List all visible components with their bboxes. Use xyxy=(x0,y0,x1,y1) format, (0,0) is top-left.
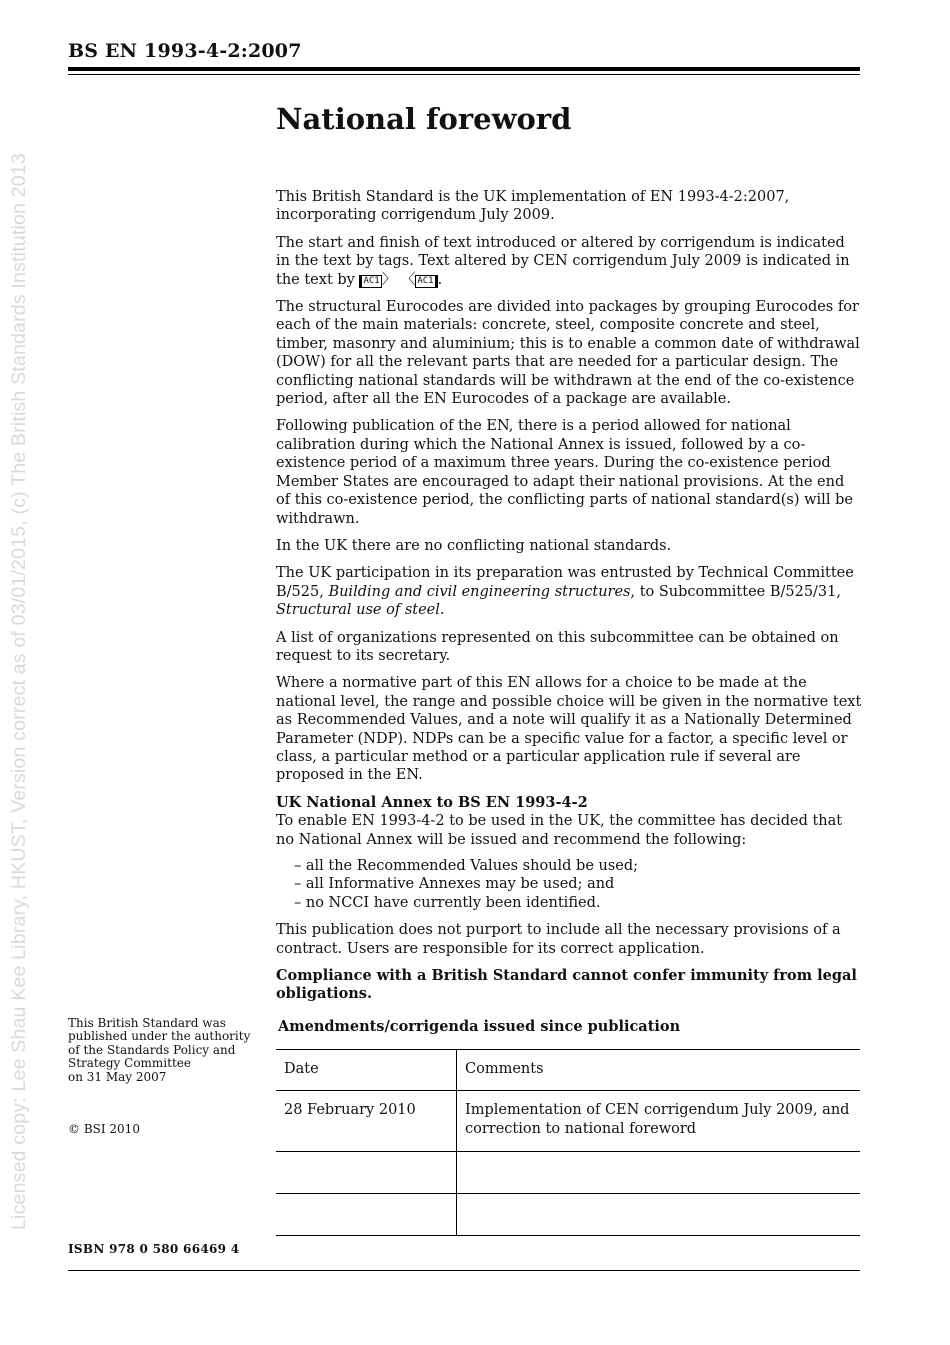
column-header-date: Date xyxy=(276,1049,457,1090)
list-item: – no NCCI have currently been identified. xyxy=(294,894,601,911)
committee-text-e: . xyxy=(439,602,445,619)
corrigendum-tags-text: The start and finish of text introduced or altered by corrigendum is indicated in the text by tags. Text altered by CEN corrigendum July 2009 is indicated in the text by xyxy=(276,234,850,288)
corrigendum-tags-end: . xyxy=(437,271,443,288)
table-row xyxy=(276,1152,860,1194)
note-line: Strategy Committee xyxy=(68,1056,191,1071)
table-row xyxy=(276,1194,860,1236)
publication-authority-note xyxy=(68,1017,263,1084)
license-watermark: Licensed copy: Lee Shau Kee Library, HKUST, Version correct as of 03/01/2015, (c) The British Standards Institution 2013 xyxy=(8,153,30,1230)
annex-heading: UK National Annex to BS EN 1993-4-2 xyxy=(276,793,588,811)
list-item: – all the Recommended Values should be used; xyxy=(294,858,639,874)
cell-comment xyxy=(457,1194,861,1236)
isbn: ISBN 978 0 580 66469 4 xyxy=(68,1242,240,1256)
paragraph-compliance: Compliance with a British Standard cannot confer immunity from legal obligations. xyxy=(276,967,857,1003)
cell-date xyxy=(276,1194,457,1236)
committee-text-a: The UK participation in its preparation was entrusted by Technical Committee B/525, xyxy=(276,565,854,600)
ac1-open-tag-icon: AC1 xyxy=(359,275,381,288)
document-id-header: BS EN 1993-4-2:2007 xyxy=(68,40,302,62)
table-row xyxy=(276,1091,860,1152)
paragraph-implementation: This British Standard is the UK implementation of EN 1993-4-2:2007, incorporating corrigendum July 2009. xyxy=(276,189,790,224)
note-line: of the Standards Policy and xyxy=(68,1042,236,1057)
cell-comment xyxy=(457,1152,861,1194)
committee-text-c: , to Subcommittee B/525/31, xyxy=(630,583,841,600)
note-line: This British Standard was xyxy=(68,1016,226,1030)
paragraph-calibration: Following publication of the EN, there is a period allowed for national calibration during which the National Annex is issued, followed by a co-existence period of a maximum three years. During the co-existence period Member States are encouraged to adapt their national provisions. At the end of this co-existence period, the conflicting parts of national standard(s) will be withdrawn. xyxy=(276,418,853,527)
cell-date: 28 February 2010 xyxy=(276,1091,457,1152)
copyright-notice: © BSI 2010 xyxy=(68,1122,140,1136)
recommendation-list xyxy=(294,857,862,912)
page-title: National foreword xyxy=(276,102,572,136)
committee-title: Building and civil engineering structures xyxy=(328,583,631,600)
paragraph-annex: To enable EN 1993-4-2 to be used in the UK, the committee has decided that no National Annex will be issued and recommend the following: xyxy=(276,813,843,848)
amendments-heading: Amendments/corrigenda issued since publication xyxy=(278,1017,681,1035)
ac1-close-tag-icon: AC1 xyxy=(415,275,437,288)
note-line: published under the authority xyxy=(68,1029,251,1044)
paragraph-eurocode-packages: The structural Eurocodes are divided into packages by grouping Eurocodes for each of the main materials: concrete, steel, composite concrete and steel, timber, masonry and aluminium; this is to enable a common date of withdrawal (DOW) for all the relevant parts that are needed for a particular design. The conflicting national standards will be withdrawn at the end of the co-existence period, after all the EN Eurocodes of a package are available. xyxy=(276,299,860,408)
paragraph-no-conflicting: In the UK there are no conflicting national standards. xyxy=(276,537,672,554)
subcommittee-title: Structural use of steel xyxy=(276,602,440,619)
cell-comment: Implementation of CEN corrigendum July 2009, and correction to national foreword xyxy=(457,1091,861,1152)
header-thick-rule xyxy=(68,67,860,71)
list-item: – all Informative Annexes may be used; and xyxy=(294,876,615,893)
footer-rule xyxy=(68,1270,860,1271)
header-thin-rule xyxy=(68,74,860,75)
paragraph-organizations: A list of organizations represented on this subcommittee can be obtained on request to its secretary. xyxy=(276,629,839,664)
paragraph-ndp: Where a normative part of this EN allows for a choice to be made at the national level, the range and possible choice will be given in the normative text as Recommended Values, and a note will qualify it as a Nationally Determined Parameter (NDP). NDPs can be a specific value for a factor, a specific level or class, a particular method or a particular application rule if several are proposed in the EN. xyxy=(276,675,862,784)
main-content xyxy=(276,100,862,1236)
cell-date xyxy=(276,1152,457,1194)
amendments-table xyxy=(276,1049,860,1236)
paragraph-disclaimer: This publication does not purport to include all the necessary provisions of a contract. Users are responsible for its correct application. xyxy=(276,922,841,957)
paragraph-corrigendum-tags: The start and finish of text introduced or altered by corrigendum is indicated in the text by tags. Text altered by CEN corrigendum July 2009 is indicated in the text by AC1 〉 〈 AC1 . xyxy=(276,234,850,288)
paragraph-committee xyxy=(276,564,862,619)
note-line: on 31 May 2007 xyxy=(68,1069,167,1084)
column-header-comments: Comments xyxy=(457,1049,861,1090)
table-header-row xyxy=(276,1049,860,1090)
